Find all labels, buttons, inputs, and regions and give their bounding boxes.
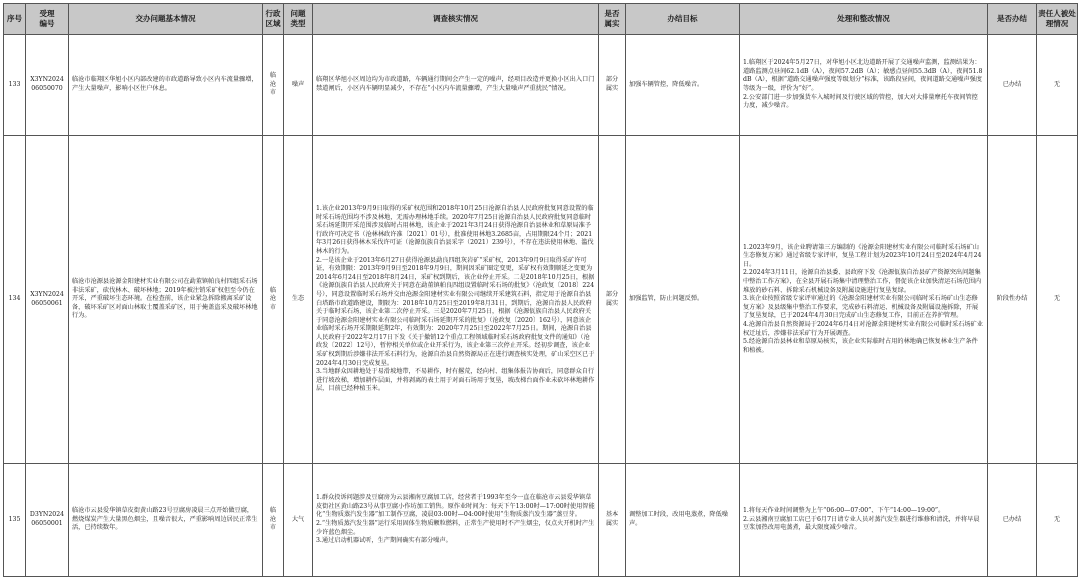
header-row bbox=[4, 4, 1078, 35]
header-handling: 处理和整改情况 bbox=[740, 4, 988, 35]
header-completed: 是否办结 bbox=[988, 4, 1037, 35]
cell-investigation: 临翔区华旭小区周边均为市政道路，车辆通行期间会产生一定的噪声，经项目改造并更换小区出入口门禁道闸后，小区内车辆明显减少，不存在“小区内车流量骤增，产生大量噪声严重扰民”情况。 bbox=[313, 35, 599, 136]
header-verified: 是否 属实 bbox=[599, 4, 626, 35]
header-accountability: 责任人被处 理情况 bbox=[1037, 4, 1078, 35]
table-row bbox=[4, 136, 1078, 464]
cell-completed: 阶段性办结 bbox=[988, 136, 1037, 464]
cell-case-no: X3YN2024 06050070 bbox=[26, 35, 69, 136]
cell-type: 生态 bbox=[284, 136, 313, 464]
header-seq: 序号 bbox=[4, 4, 26, 35]
cell-investigation: 1.该企业2013年9月9日取得的采矿权范围和2018年10月25日沧源自治县人民政府批复同意设置的临时采石场范围均不涉及林地，无需办理林地手续。2020年7月25日沧源自治县人民政府批复同意临时采石场延期开采范围涉及临时占用林地，该企业于2021年3月24日获得沧源自治县林业和草原局准予行政许可决定书（沧林林政许准〔2021〕01号），批准使用林地3.2685亩，占用期限24个月；2021年3月26日获得林木采伐许可证（沧源佤族自治县采字（2021）239号），不存在违法使用林地、滥伐林木的行为。 2.一是该企业于2013年6月27日获得沧源县勐良四组灰岩矿“采矿权，2013年9月9日取得采矿许可证，有效期限：2013年9月9日至2018年9月9日，期间因采矿圈定变更，采矿权有效期顺延之变更为2014年6月24日至2018年8月24日，采矿权到期后，该企业停止开采。二是2018年10月25日，根据《沧源佤族自治县人民政府关于同意在勐董镇帕良四组设置临时采石场的批复》（沧政复〔2018〕224号），同意设置临时采石场并交由沧源金阳建材实业有限公司继续开采建筑石料，指定用于沧源自治县白塔路市政道路建设，期限为：2018年10月25日至2019年8月31日，到期后，沧源自治县人民政府关于临时采石场，该企业第二次停止开采。三是2020年7月25日，根据《沧源佤族自治县人民政府关于同意沧源金阳建材实业有限公司临时采石场延期开采的批复》（沧政复〔2020〕162号），同意该企业临时采石场开采期限延期2年，有效期为：2020年7月25日至2022年7月25日。期间，沧源自治县人民政府于2022年2月17日下发《关于撤销12个重点工程领域临时采石场政府批复文件的通知》（沧政发〔2022〕12号），暂停相关单位或企业开采行为，该企业第三次停止开采。经初步调查，该企业采矿权到期后涉嫌非法开采石料行为，沧源自治县自然资源局正在进行调查核实处理，矿山采空区已于2024年4月30日完成复垦。 3.当地群众因耕地处于易滑坡地带，不易耕作，时有撂荒，经向村、组集体报告协商后，同意群众自行进行坡改梯，增加耕作层面，并将剥离的表土用于对面石场用于复垦，坡改梯台面作业未砍坏林地耕作层，目前已经种植玉米。 bbox=[313, 136, 599, 464]
cell-goal: 加强车辆管控，降低噪音。 bbox=[626, 35, 740, 136]
cell-seq: 133 bbox=[4, 35, 26, 136]
cell-issue: 临沧市云县爱华镇草皮街黄山路23号豆腐房凌晨三点开始做豆腐，燃烧煤炭产生大量黑色烟尘，且噪音很大，严重影响周边居民正常生活，已持续数年。 bbox=[69, 464, 263, 577]
header-investigation: 调查核实情况 bbox=[313, 4, 599, 35]
cell-case-no: D3YN2024 06050001 bbox=[26, 464, 69, 577]
cell-goal: 加强监管，防止问题反弹。 bbox=[626, 136, 740, 464]
table-body bbox=[4, 35, 1078, 577]
cell-verified: 部分 属实 bbox=[599, 136, 626, 464]
cell-type: 噪声 bbox=[284, 35, 313, 136]
cell-handling: 1.2023年9月，该企业聘请第三方编制的《沧源金阳建材实业有限公司临时采石场矿山生态修复方案》通过省级专家评审，复垦工程计划为2023年10月24日至2024年4月24日。 2.2024年3月11日，沧源自治县委、县政府下发《沧源佤族自治县矿产资源突出问题集中整治工作方案》，在全县开展石场集中清理整治工作，督促该企业加快清运石场范围内堆放的砂石料、拆除采石机械设备及附属设施进行复垦复绿。 3.该企业按照省级专家评审通过的《沧源金阳建材实业有限公司临时采石场矿山生态修复方案》及县级集中整治工作要求，完成砂石料清运、机械设备及附属设施拆除，开展了复垦复绿，已于2024年4月30日完成矿山生态修复工作，目前正在养护管理。 4.沧源自治县自然资源局于2024年6月4日对沧源金阳建材实业有限公司临时采石场矿业权迁址后，涉嫌非法采矿行为开展调查。 5.经沧源自治县林业和草原局核实，该企业实际临时占用的林地确已恢复林业生产条件和植被。 bbox=[740, 136, 988, 464]
cell-region: 临 沧 市 bbox=[263, 136, 284, 464]
cell-accountability: 无 bbox=[1037, 136, 1078, 464]
cell-region: 临 沧 市 bbox=[263, 464, 284, 577]
cell-handling: 1.将每天作业时间调整为上午“06:00—07:00”、下午“14:00—19:00”。 2.云县湘南豆腐加工店已于6月7日请专业人员对蒸汽发生器进行维修和清洗，并将早晨豆浆加热改用电蒸煮，最大限度减少噪音。 bbox=[740, 464, 988, 577]
header-issue: 交办问题基本情况 bbox=[69, 4, 263, 35]
cell-handling: 1.临翔区于2024年5月27日，对华旭小区北边道路开展了交通噪声监测，监测结果为：道路监测点昼间62.1dB（A），夜间57.2dB（A）；敏感点昼间55.3dB（A），夜间51.8dB（A），根据“道路交通噪声强度等级划分”标准，该路段昼间，夜间道路交通噪声强度等级为一级，评价为“好”。 2.公安部门进一步加强货车入城时间及行驶区域的管控，加大对大排量摩托车夜间管控力度，减少噪音。 bbox=[740, 35, 988, 136]
table-row bbox=[4, 35, 1078, 136]
table-row bbox=[4, 464, 1078, 577]
cell-type: 大气 bbox=[284, 464, 313, 577]
cell-issue: 临沧市沧源县沧源金阳建材实业有限公司在勐董镇帕良村四组采石场非法采矿，砍伐林木、破坏林地；2019年被注销采矿权但至今仍在开采，严重破坏生态环境。在检查前，该企业紧急拆除搬离采矿设备，破坏采矿区对面山林取土覆盖采矿区，用于掩盖盗采及破坏林地行为。 bbox=[69, 136, 263, 464]
cell-completed: 已办结 bbox=[988, 35, 1037, 136]
cell-completed: 已办结 bbox=[988, 464, 1037, 577]
cell-accountability: 无 bbox=[1037, 35, 1078, 136]
cell-case-no: X3YN2024 06050061 bbox=[26, 136, 69, 464]
cell-verified: 基本 属实 bbox=[599, 464, 626, 577]
cell-verified: 部分 属实 bbox=[599, 35, 626, 136]
cell-seq: 134 bbox=[4, 136, 26, 464]
cell-seq: 135 bbox=[4, 464, 26, 577]
report-sheet bbox=[3, 3, 1077, 577]
cell-accountability: 无 bbox=[1037, 464, 1078, 577]
header-case-no: 受理 编号 bbox=[26, 4, 69, 35]
case-table bbox=[3, 3, 1078, 577]
cell-goal: 调整加工时段，改用电蒸煮，降低噪声。 bbox=[626, 464, 740, 577]
table-header bbox=[4, 4, 1078, 35]
header-goal: 办结目标 bbox=[626, 4, 740, 35]
cell-investigation: 1.群众投诉问题涉及豆腐房为云县湘南豆腐加工店，经营者于1993年至今一直在临沧市云县爱华镇草皮街社区黄山路23号从事豆腐小作坊加工销售。原作业时间为：每天下午13:00时—17:00时使用智能化“生物质蒸汽发生器”加工制作豆腐，凌晨03:00时—04:00时使用“生物质蒸汽发生器”蒸豆芽。 2.“生物质蒸汽发生器”运行采用固体生物质颗粒燃料，正常生产使用时不产生烟尘，仅点火开机时产生少许蓝色烟尘。 3.通过启动机器试听，生产期间确实有部分噪声。 bbox=[313, 464, 599, 577]
header-region: 行政 区域 bbox=[263, 4, 284, 35]
cell-region: 临 沧 市 bbox=[263, 35, 284, 136]
header-type: 问题 类型 bbox=[284, 4, 313, 35]
cell-issue: 临沧市临翔区华旭小区内部改建的市政道路导致小区内车流量骤增，产生大量噪声，影响小区住户休息。 bbox=[69, 35, 263, 136]
